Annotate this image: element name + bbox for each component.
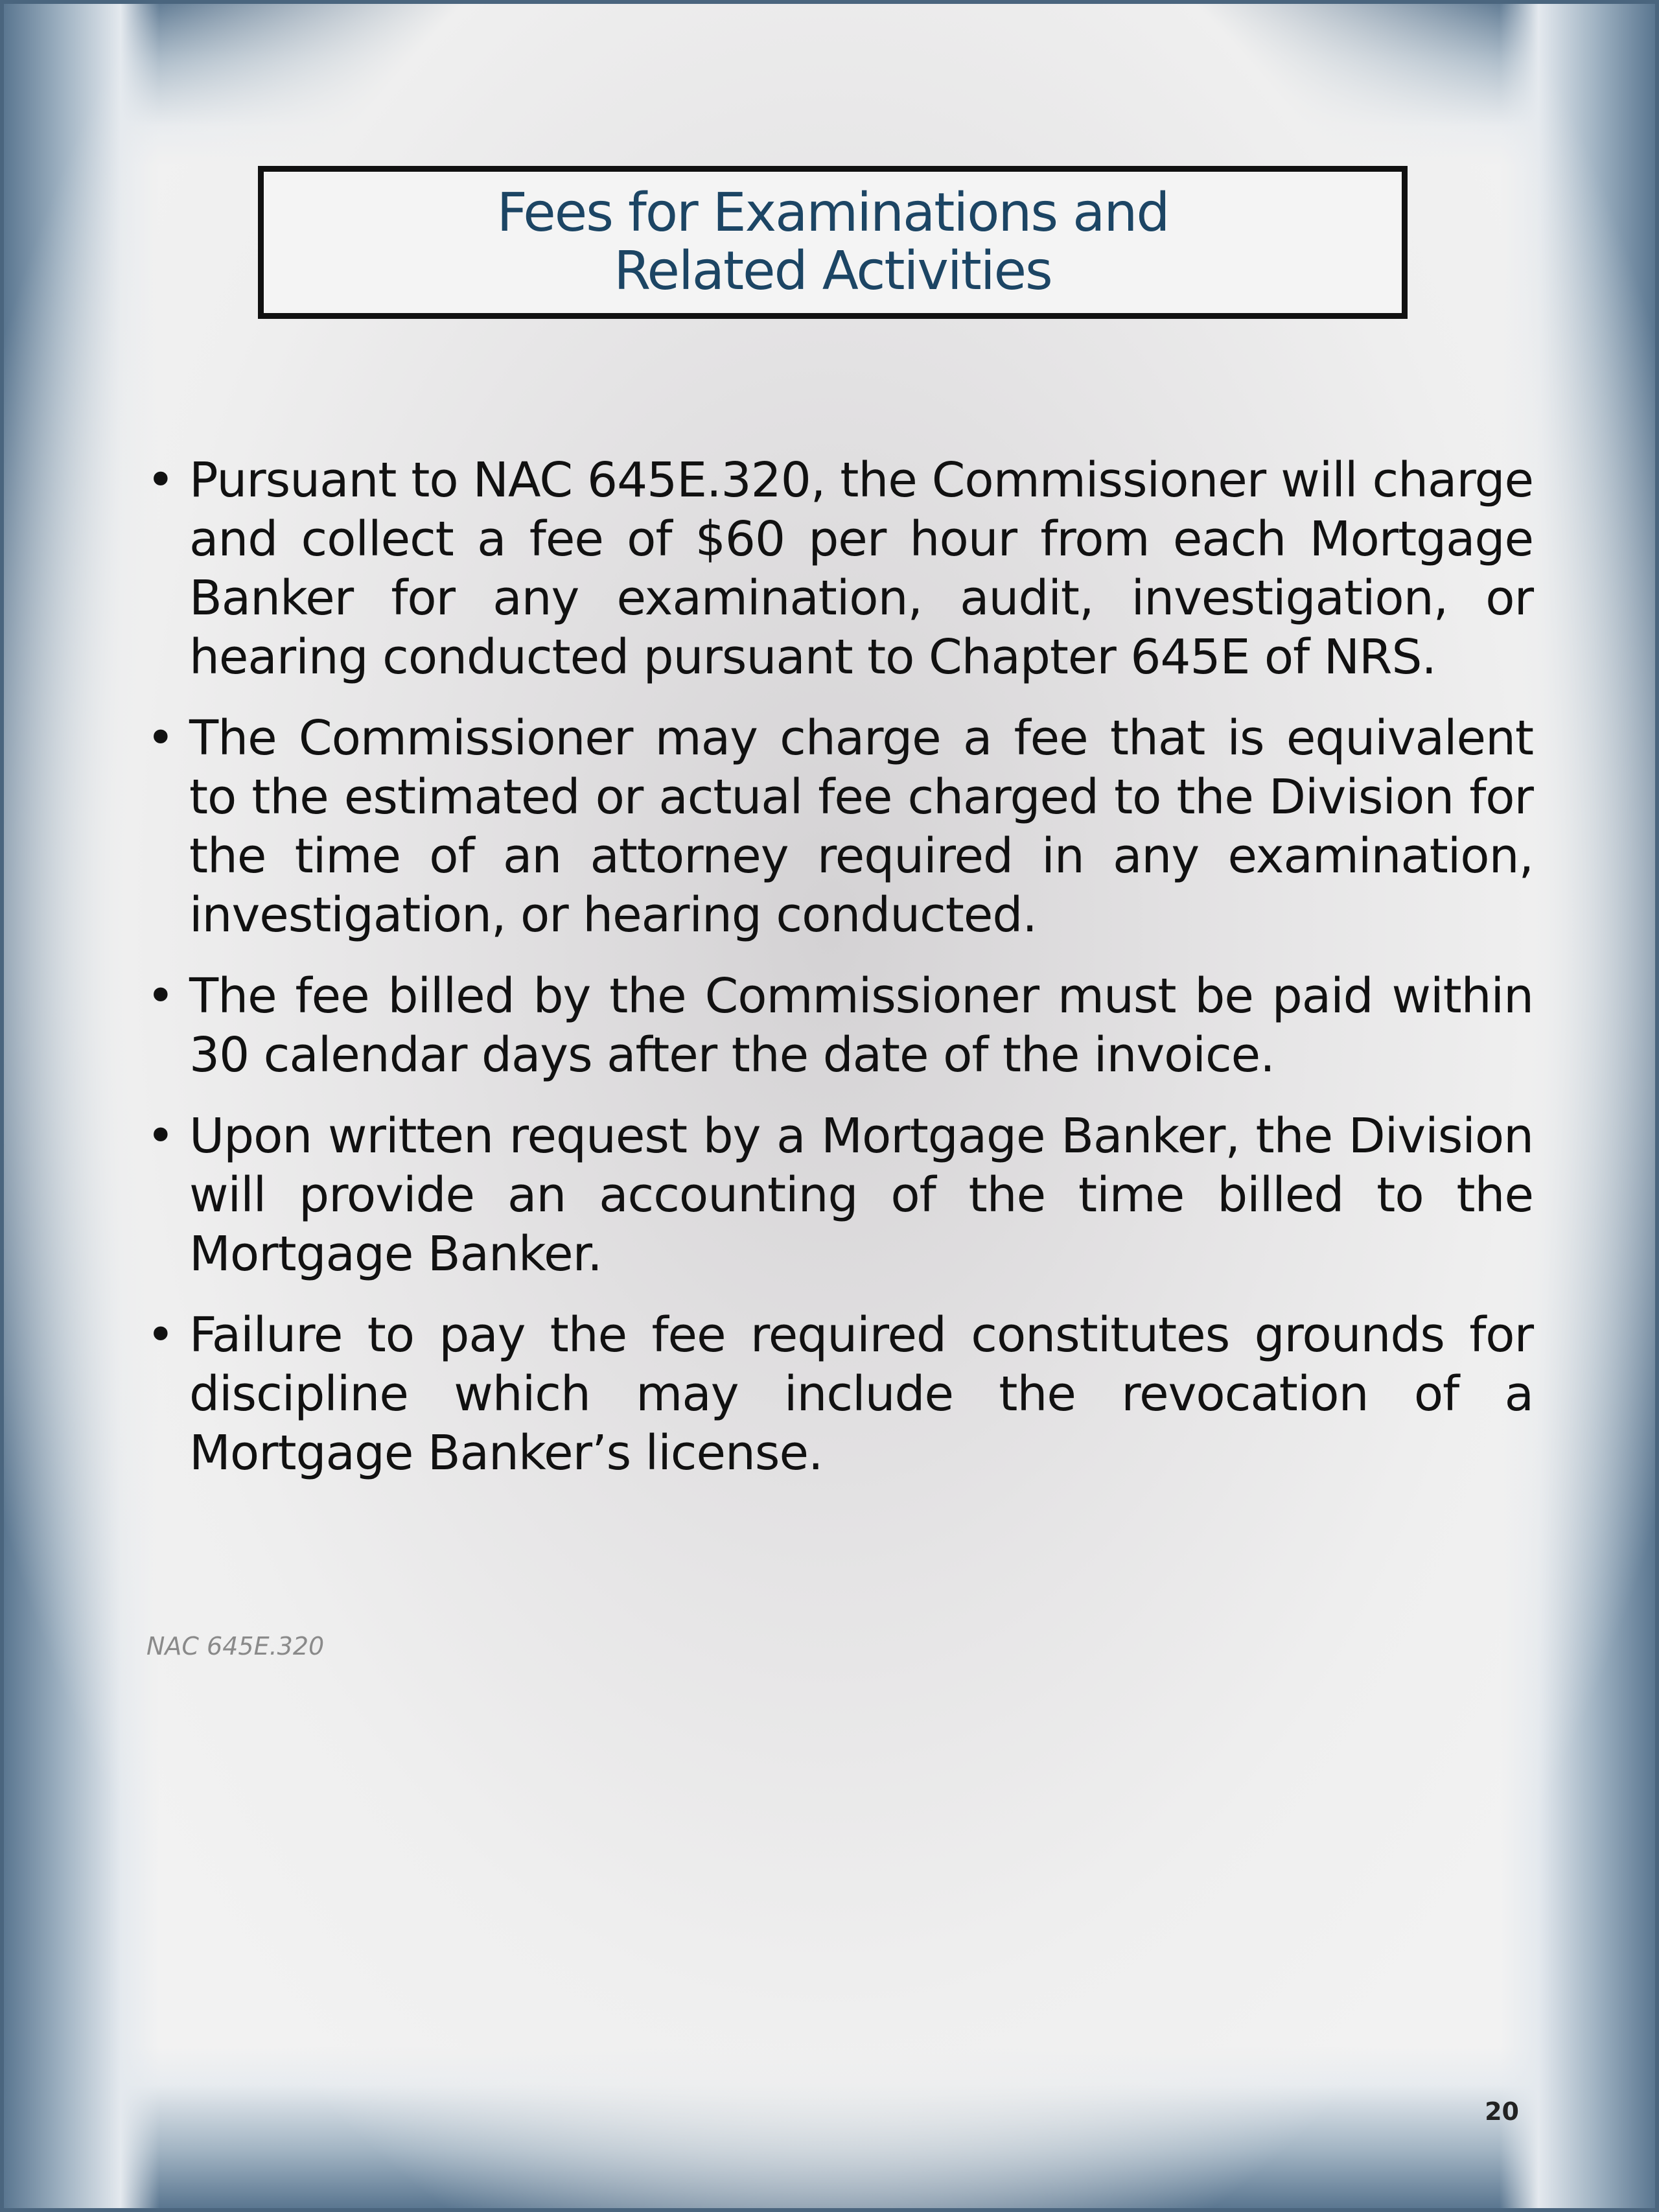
bullet-text: Upon written request by a Mortgage Banker, the Division will provide an accounting of the time billed to the Mortgage Banker. bbox=[189, 1108, 1533, 1282]
bullet-item bbox=[140, 1306, 1533, 1483]
bullet-text: The Commissioner may charge a fee that is equivalent to the estimated or actual fee charged to the Division for the time of an attorney required in any examination, investigation, or hearing conducted. bbox=[189, 710, 1533, 943]
bullet-icon: • bbox=[146, 1108, 174, 1164]
bullet-list bbox=[140, 451, 1533, 1505]
bullet-icon: • bbox=[146, 968, 174, 1024]
bullet-icon: • bbox=[146, 1307, 174, 1363]
bullet-item bbox=[140, 1107, 1533, 1284]
bullet-icon: • bbox=[146, 710, 174, 766]
slide-title-line-1: Fees for Examinations and bbox=[496, 182, 1169, 244]
bullet-item bbox=[140, 967, 1533, 1085]
bullet-icon: • bbox=[146, 452, 174, 508]
citation-reference: NAC 645E.320 bbox=[146, 1632, 325, 1660]
bullet-item bbox=[140, 709, 1533, 945]
slide-title-line-2: Related Activities bbox=[614, 240, 1052, 302]
title-box bbox=[258, 166, 1408, 319]
bullet-text: Failure to pay the fee required constitutes grounds for discipline which may include the revocation of a Mortgage Banker’s license. bbox=[189, 1307, 1533, 1481]
bullet-text: The fee billed by the Commissioner must be paid within 30 calendar days after the date of the invoice. bbox=[189, 968, 1533, 1083]
bullet-text: Pursuant to NAC 645E.320, the Commissioner will charge and collect a fee of $60 per hour from each Mortgage Banker for any examination, audit, investigation, or hearing conducted pursuant to Chapter 645E of NRS. bbox=[189, 452, 1533, 685]
bullet-item bbox=[140, 451, 1533, 687]
page-number: 20 bbox=[1485, 2097, 1519, 2126]
slide-title bbox=[497, 184, 1169, 301]
